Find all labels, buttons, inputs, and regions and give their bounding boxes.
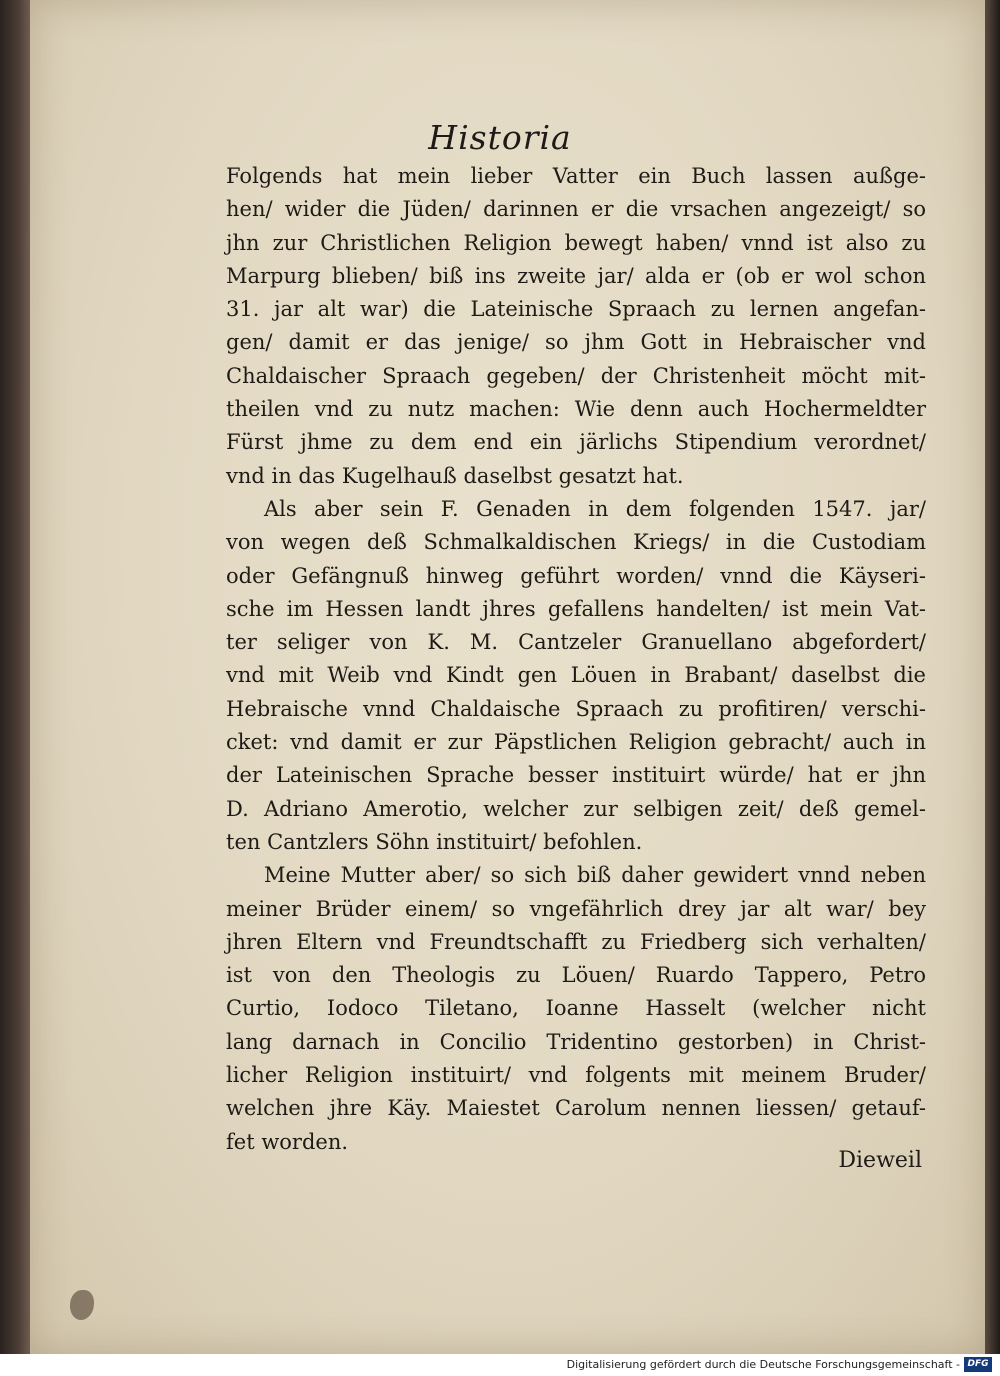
running-head: Historia <box>428 118 572 157</box>
text-line: 31. jar alt war) die Lateinische Spraach zu lernen angefan- <box>226 297 926 322</box>
catchword: Dieweil <box>838 1148 922 1173</box>
text-line: meiner Brüder einem/ so vngefährlich drey jar alt war/ bey <box>226 896 926 921</box>
text-line: Curtio, Iodoco Tiletano, Ioanne Hasselt (welcher nicht <box>226 996 926 1021</box>
text-line: oder Gefängnuß hinweg geführt worden/ vnnd die Käyseri- <box>226 563 926 588</box>
text-line: licher Religion instituirt/ vnd folgents mit meinem Bruder/ <box>226 1063 926 1088</box>
text-line: ter seliger von K. M. Cantzeler Granuellano abgefordert/ <box>226 630 926 655</box>
text-line: gen/ damit er das jenige/ so jhm Gott in Hebraischer vnd <box>226 330 926 355</box>
text-line: von wegen deß Schmalkaldischen Kriegs/ in die Custodiam <box>226 530 926 555</box>
text-line: Hebraische vnnd Chaldaische Spraach zu profitiren/ verschi- <box>226 696 926 721</box>
text-line: vnd in das Kugelhauß daselbst gesatzt hat. <box>226 463 684 488</box>
text-line: Als aber sein F. Genaden in dem folgenden 1547. jar/ <box>264 496 926 521</box>
text-line: jhren Eltern vnd Freundtschafft zu Friedberg sich verhalten/ <box>226 929 926 954</box>
funding-note: Digitalisierung gefördert durch die Deutsche Forschungsgemeinschaft - <box>566 1358 960 1371</box>
ink-stain <box>70 1290 94 1320</box>
text-line: Folgends hat mein lieber Vatter ein Buch lassen außge- <box>226 164 926 188</box>
page-edge <box>985 0 1000 1354</box>
text-line: theilen vnd zu nutz machen: Wie denn auch Hochermeldter <box>226 397 926 422</box>
text-line: hen/ wider die Jüden/ darinnen er die vrsachen angezeigt/ so <box>226 197 926 222</box>
text-line: D. Adriano Amerotio, welcher zur selbigen zeit/ deß gemel- <box>226 796 926 821</box>
text-line: ten Cantzlers Söhn instituirt/ befohlen. <box>226 829 643 854</box>
dfg-logo: DFG <box>964 1357 992 1372</box>
text-line: der Lateinischen Sprache besser instituirt würde/ hat er jhn <box>226 763 926 788</box>
footer-bar <box>0 1354 1000 1376</box>
text-line: Chaldaischer Spraach gegeben/ der Christenheit möcht mit- <box>226 363 926 388</box>
text-line: welchen jhre Käy. Maiestet Carolum nennen liessen/ getauf- <box>226 1096 926 1121</box>
text-line: fet worden. <box>226 1129 349 1154</box>
book-gutter <box>0 0 30 1354</box>
text-line: Fürst jhme zu dem end ein järlichs Stipendium verordnet/ <box>226 430 926 455</box>
text-line: vnd mit Weib vnd Kindt gen Löuen in Brabant/ daselbst die <box>226 663 926 688</box>
text-line: jhn zur Christlichen Religion bewegt haben/ vnnd ist also zu <box>226 230 926 255</box>
text-line: Meine Mutter aber/ so sich biß daher gewidert vnnd neben <box>264 863 926 888</box>
text-line: ist von den Theologis zu Löuen/ Ruardo Tappero, Petro <box>226 963 926 988</box>
text-line: cket: vnd damit er zur Päpstlichen Religion gebracht/ auch in <box>226 730 926 755</box>
body-text <box>226 160 926 1159</box>
text-line: sche im Hessen landt jhres gefallens handelten/ ist mein Vat- <box>226 596 926 621</box>
text-line: lang darnach in Concilio Tridentino gestorben) in Christ- <box>226 1029 926 1054</box>
text-line: Marpurg blieben/ biß ins zweite jar/ alda er (ob er wol schon <box>226 263 926 288</box>
